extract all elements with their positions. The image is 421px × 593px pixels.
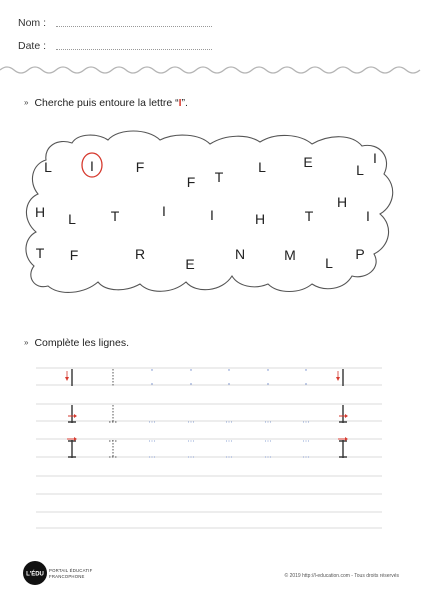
letter-item: F xyxy=(69,247,79,263)
letter-item: T xyxy=(304,208,314,224)
letter-item: I xyxy=(90,158,94,174)
letter-item: H xyxy=(34,204,46,220)
letter-item: F xyxy=(186,174,196,190)
trace-dots-row1 xyxy=(151,369,306,384)
letter-item: I xyxy=(366,208,370,224)
letter-item: H xyxy=(336,194,348,210)
letter-item: H xyxy=(254,211,266,227)
model-letter-row1-left xyxy=(65,369,72,386)
trace-guides-row3 xyxy=(149,441,310,457)
letter-item: L xyxy=(356,162,364,178)
brand-line2: FRANCOPHONE xyxy=(49,574,85,579)
target-letter: I xyxy=(178,97,182,109)
letter-item: I xyxy=(162,203,166,219)
model-letter-row1-right xyxy=(336,369,343,386)
dashed-trace-letter xyxy=(109,405,117,422)
letter-item: R xyxy=(134,246,146,262)
letter-item: L xyxy=(258,159,266,175)
letter-item: L xyxy=(325,255,333,271)
letter-item: E xyxy=(303,154,313,170)
name-label: Nom : xyxy=(18,17,47,29)
letter-item: I xyxy=(210,207,214,223)
letter-item: T xyxy=(110,208,120,224)
letter-item: N xyxy=(234,246,246,262)
letter-item: E xyxy=(185,256,195,272)
model-letter-row3-left xyxy=(67,437,77,458)
letter-item: T xyxy=(35,245,45,261)
model-letter-row2-left xyxy=(68,405,77,423)
instruction-text: Complète les lignes. xyxy=(34,337,129,349)
model-letter-row3-right xyxy=(338,437,348,458)
bullet-icon: » xyxy=(24,338,29,347)
ledu-logo xyxy=(22,560,48,586)
model-letter-row2-right xyxy=(339,405,348,423)
letter-item: P xyxy=(355,246,365,262)
letter-item: L xyxy=(44,159,52,175)
instruction-text-before: Cherche puis entoure la lettre “ xyxy=(34,97,179,109)
logo-text: L'ÉDU xyxy=(26,571,44,578)
letter-item: M xyxy=(284,247,296,263)
dashed-trace-letter xyxy=(109,440,117,457)
letter-item: T xyxy=(214,169,224,185)
letter-item: I xyxy=(373,150,377,166)
letter-item: F xyxy=(135,159,145,175)
bullet-icon: » xyxy=(24,98,29,107)
date-label: Date : xyxy=(18,40,47,52)
brand-line1: PORTAIL ÉDUCATIF xyxy=(49,568,93,573)
instruction-text-after: ”. xyxy=(181,97,188,109)
copyright-text: © 2019 http://l-education.com - Tous droits réservés xyxy=(284,573,399,579)
letter-item: L xyxy=(68,211,76,227)
ruled-lines xyxy=(36,368,382,528)
